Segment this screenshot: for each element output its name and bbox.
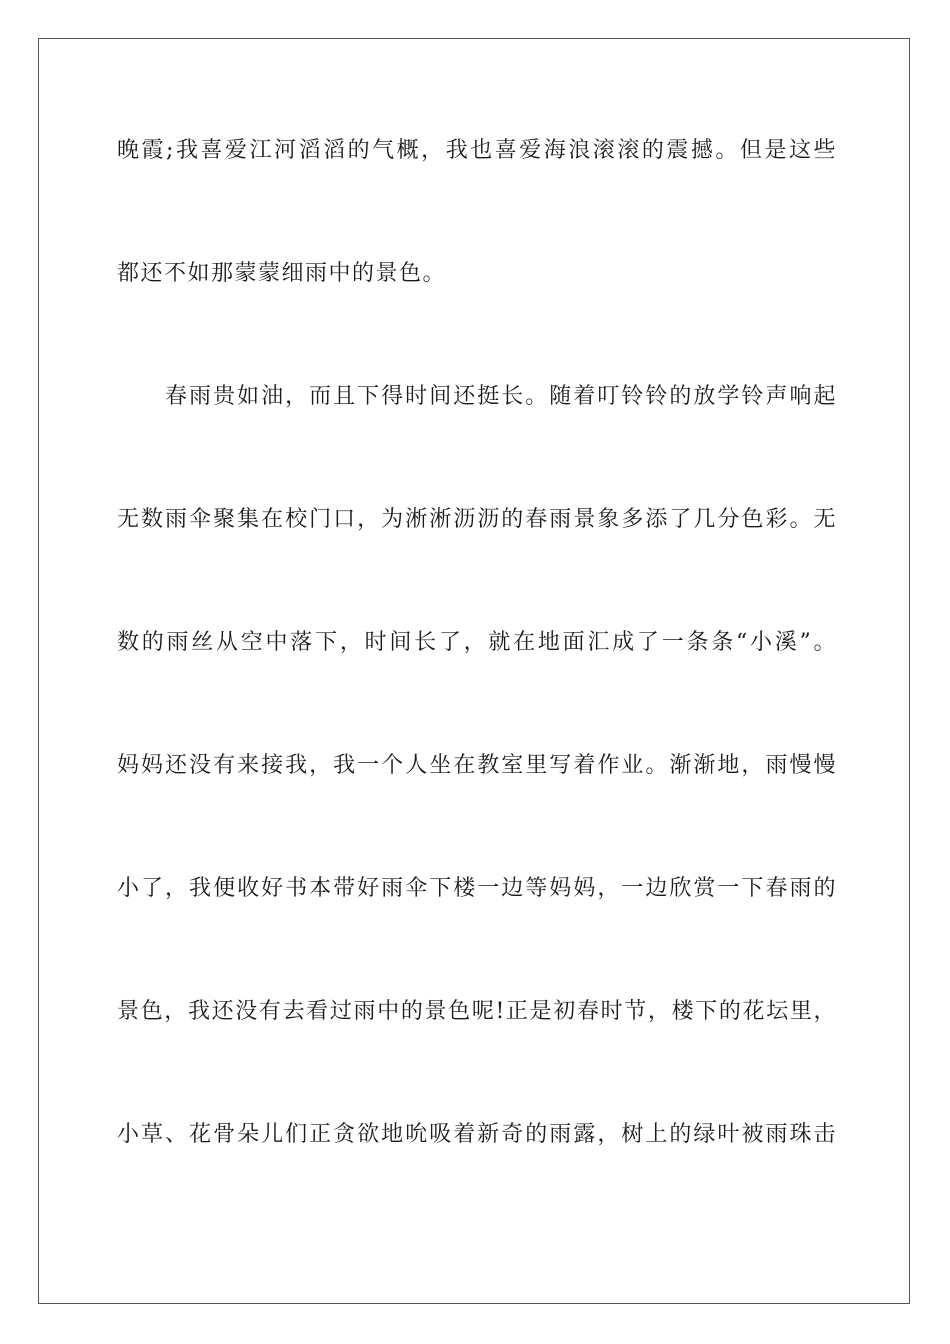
page-border <box>38 38 910 1304</box>
text-line-8: 景色，我还没有去看过雨中的景色呢!正是初春时节，楼下的花坛里， <box>117 999 837 1024</box>
text-line-6: 妈妈还没有来接我，我一个人坐在教室里写着作业。渐渐地，雨慢慢 <box>117 753 837 778</box>
text-line-1: 晚霞;我喜爱江河滔滔的气概，我也喜爱海浪滚滚的震撼。但是这些 <box>117 138 837 163</box>
text-line-5: 数的雨丝从空中落下，时间长了，就在地面汇成了一条条“小溪”。 <box>117 630 837 655</box>
text-line-4: 无数雨伞聚集在校门口，为淅淅沥沥的春雨景象多添了几分色彩。无 <box>117 507 837 532</box>
text-line-2: 都还不如那蒙蒙细雨中的景色。 <box>117 261 447 286</box>
text-line-3-paragraph-start: 春雨贵如油，而且下得时间还挺长。随着叮铃铃的放学铃声响起 <box>165 384 837 409</box>
text-line-9: 小草、花骨朵儿们正贪欲地吮吸着新奇的雨露，树上的绿叶被雨珠击 <box>117 1122 837 1147</box>
text-line-7: 小了，我便收好书本带好雨伞下楼一边等妈妈，一边欣赏一下春雨的 <box>117 876 837 901</box>
